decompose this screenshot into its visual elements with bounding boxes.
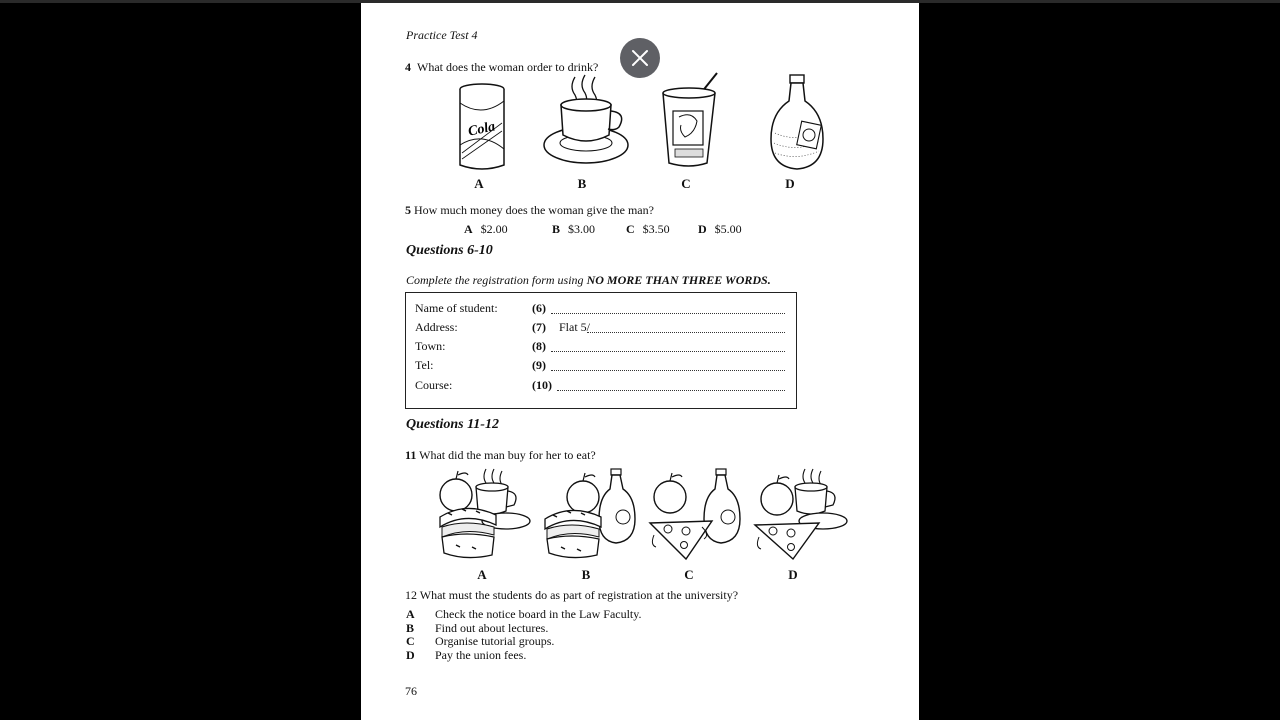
section-instruction: Complete the registration form using NO MORE THAN THREE WORDS. xyxy=(406,273,771,287)
question-text: How much money does the woman give the man? xyxy=(414,203,654,217)
form-row-course: Course: (10) xyxy=(415,378,785,394)
q5-option-a: A $2.00 xyxy=(464,222,508,236)
apple-coffee-sandwich-icon xyxy=(436,465,536,565)
apple-sandwich-bottle-icon xyxy=(543,465,643,565)
question-number: 5 xyxy=(405,203,411,217)
q4-option-b: B xyxy=(577,176,587,191)
question-text: What did the man buy for her to eat? xyxy=(419,448,596,462)
q4-option-d: D xyxy=(785,176,795,191)
section-title-11-12: Questions 11-12 xyxy=(406,417,499,432)
section-title-6-10: Questions 6-10 xyxy=(406,243,493,258)
q12-option-d: D Pay the union fees. xyxy=(406,648,527,662)
hot-coffee-cup-icon xyxy=(541,73,631,168)
q5-option-b: B $3.00 xyxy=(552,222,596,236)
question-number: 4 xyxy=(405,60,411,74)
document-page xyxy=(361,3,919,720)
close-button[interactable] xyxy=(620,38,660,78)
juice-glass-icon xyxy=(659,71,724,171)
registration-form xyxy=(405,292,797,409)
q4-option-a: A xyxy=(474,176,484,191)
bottle-icon xyxy=(767,73,827,173)
q11-option-b: B xyxy=(581,567,591,582)
q11-option-c: C xyxy=(684,567,694,582)
page-header: Practice Test 4 xyxy=(406,28,478,42)
q5-option-c: C $3.50 xyxy=(626,222,670,236)
question-number: 11 xyxy=(405,448,417,462)
q4-option-c: C xyxy=(681,176,691,191)
answer-blank-8[interactable] xyxy=(551,351,785,352)
form-row-address: Address: (7) Flat 5/ xyxy=(415,320,785,336)
answer-blank-7[interactable] xyxy=(587,332,785,333)
cola-can-icon xyxy=(457,83,507,173)
apple-bottle-pizza-icon xyxy=(646,465,746,565)
question-text: What does the woman order to drink? xyxy=(417,60,599,74)
answer-blank-10[interactable] xyxy=(557,390,785,391)
form-row-name: Name of student: (6) xyxy=(415,301,785,317)
q11-option-a: A xyxy=(477,567,487,582)
form-row-tel: Tel: (9) xyxy=(415,358,785,374)
apple-coffee-pizza-icon xyxy=(749,465,849,565)
can-label: Cola xyxy=(466,119,497,140)
q5-option-d: D $5.00 xyxy=(698,222,742,236)
q12-option-c: C Organise tutorial groups. xyxy=(406,634,555,648)
q11-option-d: D xyxy=(788,567,798,582)
form-row-town: Town: (8) xyxy=(415,339,785,355)
q12-option-a: A Check the notice board in the Law Faculty. xyxy=(406,607,642,621)
question-5 xyxy=(405,203,654,218)
question-12: 12 What must the students do as part of registration at the university? xyxy=(405,588,739,602)
answer-blank-6[interactable] xyxy=(551,313,785,314)
page-number: 76 xyxy=(405,684,417,698)
q12-option-b: B Find out about lectures. xyxy=(406,621,549,635)
close-icon xyxy=(631,49,649,67)
question-11 xyxy=(405,448,596,463)
answer-blank-9[interactable] xyxy=(551,370,785,371)
